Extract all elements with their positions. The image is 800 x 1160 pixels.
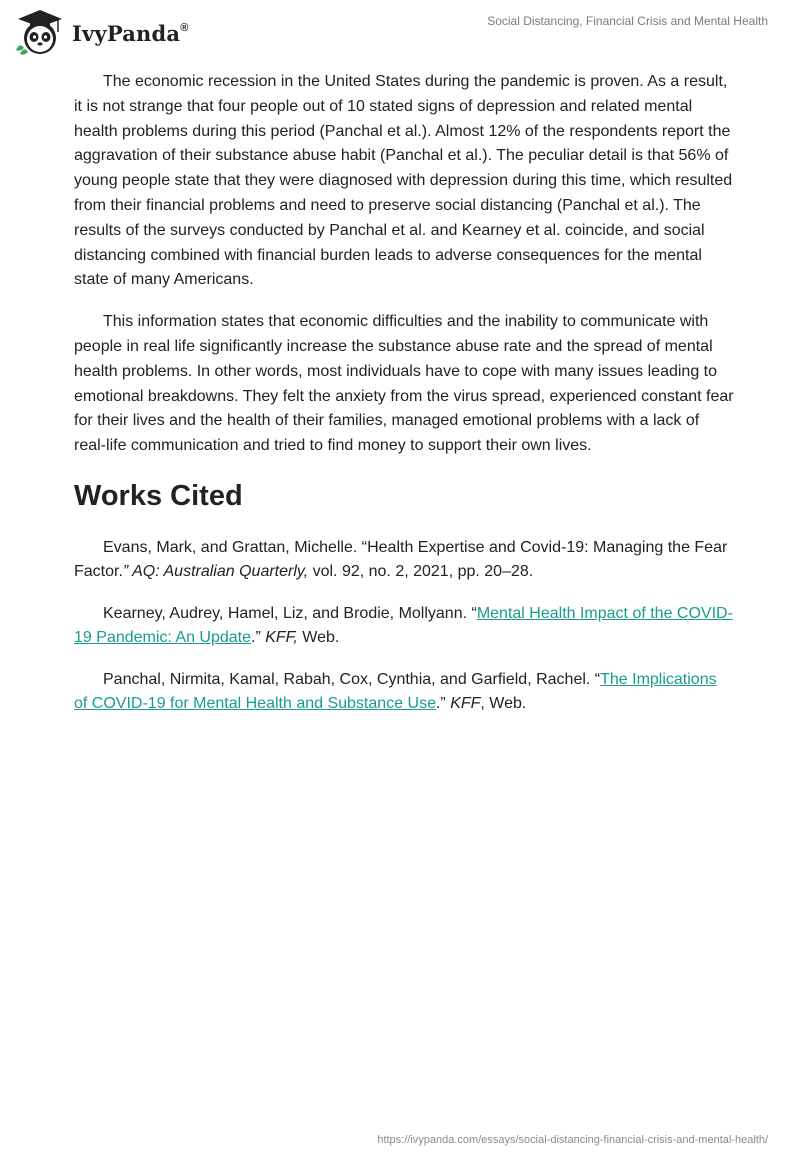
citation-journal: ” AQ: Australian Quarterly,	[122, 563, 309, 581]
page-header	[0, 0, 800, 64]
citation-entry	[74, 668, 734, 717]
essay-content	[74, 70, 734, 734]
citation-authors: Kearney, Audrey, Hamel, Liz, and Brodie, Mollyann. “	[103, 604, 477, 622]
citation-entry	[74, 602, 734, 651]
citation-authors: Panchal, Nirmita, Kamal, Rabah, Cox, Cynthia, and Garfield, Rachel. “	[103, 670, 601, 688]
brand-name: IvyPanda®	[72, 20, 189, 46]
citation-link[interactable]: Mental Health Impact of the COVID-19 Pandemic: An Update	[74, 604, 733, 647]
panda-logo-icon	[14, 8, 66, 56]
citation-details: Web.	[297, 629, 340, 647]
citation-publisher: KFF,	[265, 629, 298, 647]
citation-punct: .”	[435, 695, 451, 713]
citation-punct: .”	[251, 629, 266, 647]
citation-entry	[74, 536, 734, 585]
citation-details: vol. 92, no. 2, 2021, pp. 20–28.	[308, 563, 534, 581]
footer-source-url[interactable]: https://ivypanda.com/essays/social-distancing-financial-crisis-and-mental-health/	[377, 1134, 768, 1146]
citation-publisher: KFF	[450, 695, 481, 713]
body-paragraph: This information states that economic difficulties and the inability to communicate with people in real life significantly increase the substance abuse rate and the spread of mental health problems. In other words, most individuals have to cope with many issues leading to emotional breakdowns. They felt the anxiety from the virus spread, experienced constant fear for their lives and the health of their families, managed emotional problems with a lack of real-life communication and tried to find money to support their own lives.	[74, 313, 734, 455]
ivypanda-logo[interactable]	[14, 8, 189, 56]
registered-mark: ®	[180, 21, 189, 34]
citation-authors: Evans, Mark, and Grattan, Michelle. “Health Expertise and Covid-19: Managing the Fear Factor.	[74, 538, 728, 581]
document-title: Social Distancing, Financial Crisis and Mental Health	[487, 14, 768, 28]
citation-details: , Web.	[480, 695, 527, 713]
body-paragraph: The economic recession in the United States during the pandemic is proven. As a result, it is not strange that four people out of 10 stated signs of depression and related mental health problems during this period (Panchal et al.). Almost 12% of the respondents report the aggravation of their substance abuse habit (Panchal et al.). The peculiar detail is that 56% of young people state that they were diagnosed with depression during this time, which resulted from their financial problems and need to preserve social distancing (Panchal et al.). The results of the surveys conducted by Panchal et al. and Kearney et al. coincide, and social distancing combined with financial burden leads to adverse consequences for the mental state of many Americans.	[74, 73, 733, 289]
citation-link[interactable]: The Implications of COVID-19 for Mental Health and Substance Use	[74, 670, 717, 713]
works-cited-heading: Works Cited	[74, 479, 243, 512]
